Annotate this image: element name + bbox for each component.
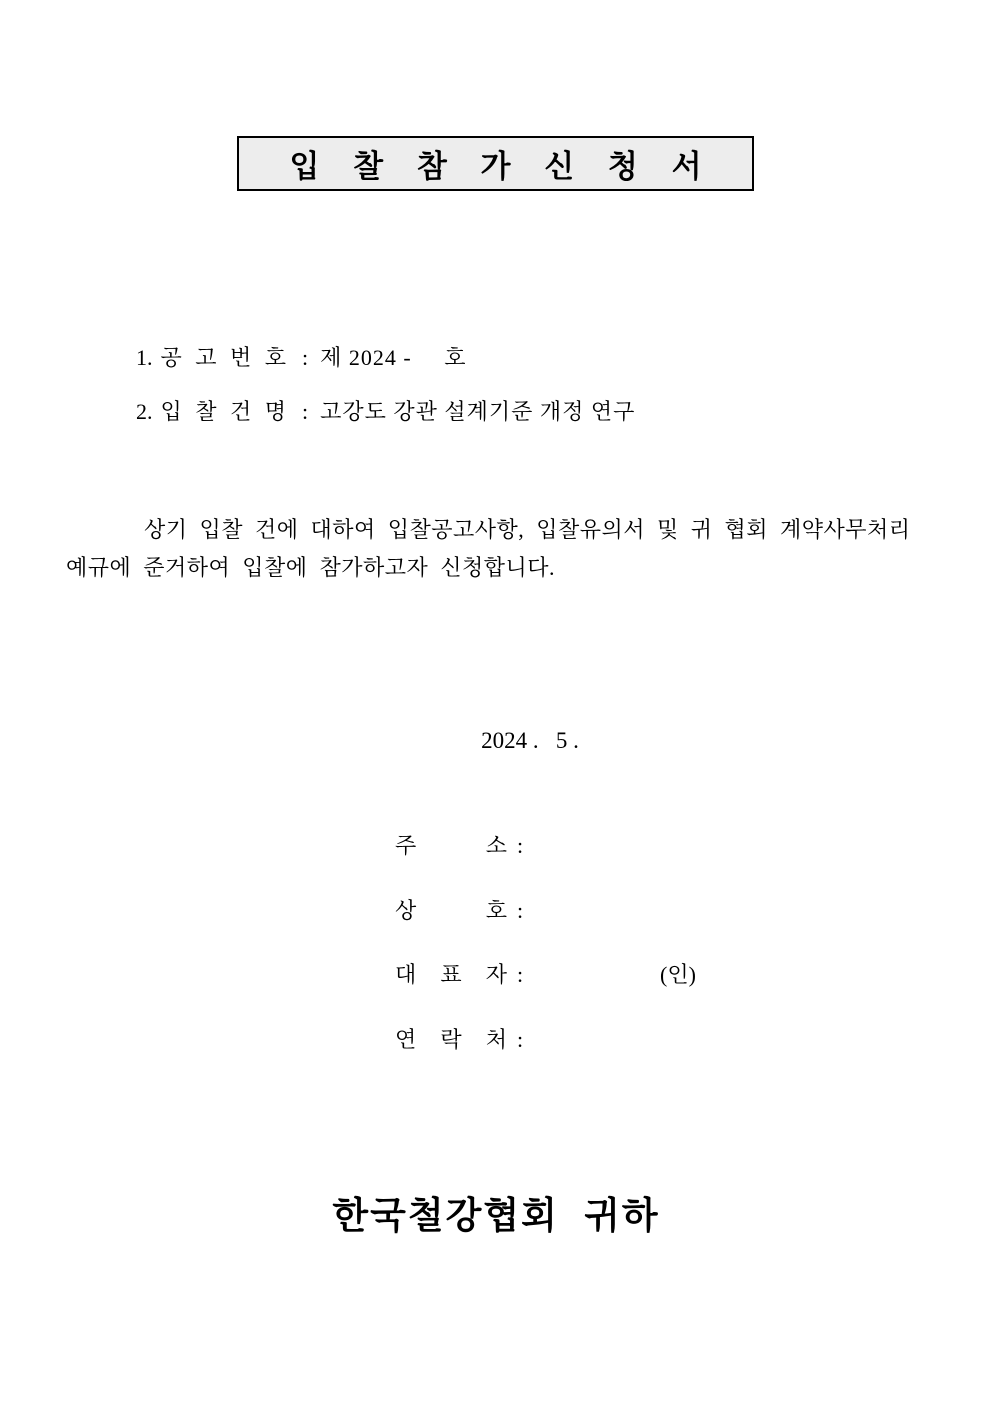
item-colon: : — [302, 345, 309, 370]
representative-field-row — [395, 958, 523, 989]
address-field-row — [395, 829, 523, 860]
body-line: 예규에 준거하여 입찰에 참가하고자 신청합니다. — [66, 555, 556, 580]
item-number: 2. — [136, 399, 153, 424]
item-label: 공 고 번 호 — [160, 345, 291, 370]
company-name-field-row — [395, 894, 523, 925]
recipient-line: 한국철강협회 귀하 — [332, 1196, 660, 1237]
field-colon: : — [517, 962, 524, 987]
field-colon: : — [517, 1027, 524, 1052]
item-label: 입 찰 건 명 — [160, 399, 291, 424]
title-box — [237, 136, 754, 191]
field-colon: : — [517, 833, 524, 858]
body-line: 상기 입찰 건에 대하여 입찰공고사항, 입찰유의서 및 귀 협회 계약사무처리 — [144, 517, 911, 542]
item-number: 1. — [136, 345, 153, 370]
contact-field-row — [395, 1023, 523, 1054]
announcement-number-value: 제 2024 - 호 — [320, 345, 467, 370]
company-name-label: 상 호 — [395, 898, 507, 923]
field-colon: : — [517, 898, 524, 923]
date-line: 2024 . 5 . — [481, 728, 579, 753]
seal-placeholder: (인) — [660, 962, 696, 987]
body-paragraph — [66, 511, 922, 587]
contact-label: 연 락 처 — [395, 1027, 507, 1052]
address-label: 주 소 — [395, 833, 507, 858]
bid-title-row — [114, 369, 635, 452]
item-colon: : — [302, 399, 309, 424]
representative-label: 대 표 자 — [395, 962, 507, 987]
bid-title-value: 고강도 강관 설계기준 개정 연구 — [320, 399, 636, 424]
document-title: 입 찰 참 가 신 청 서 — [289, 149, 715, 184]
